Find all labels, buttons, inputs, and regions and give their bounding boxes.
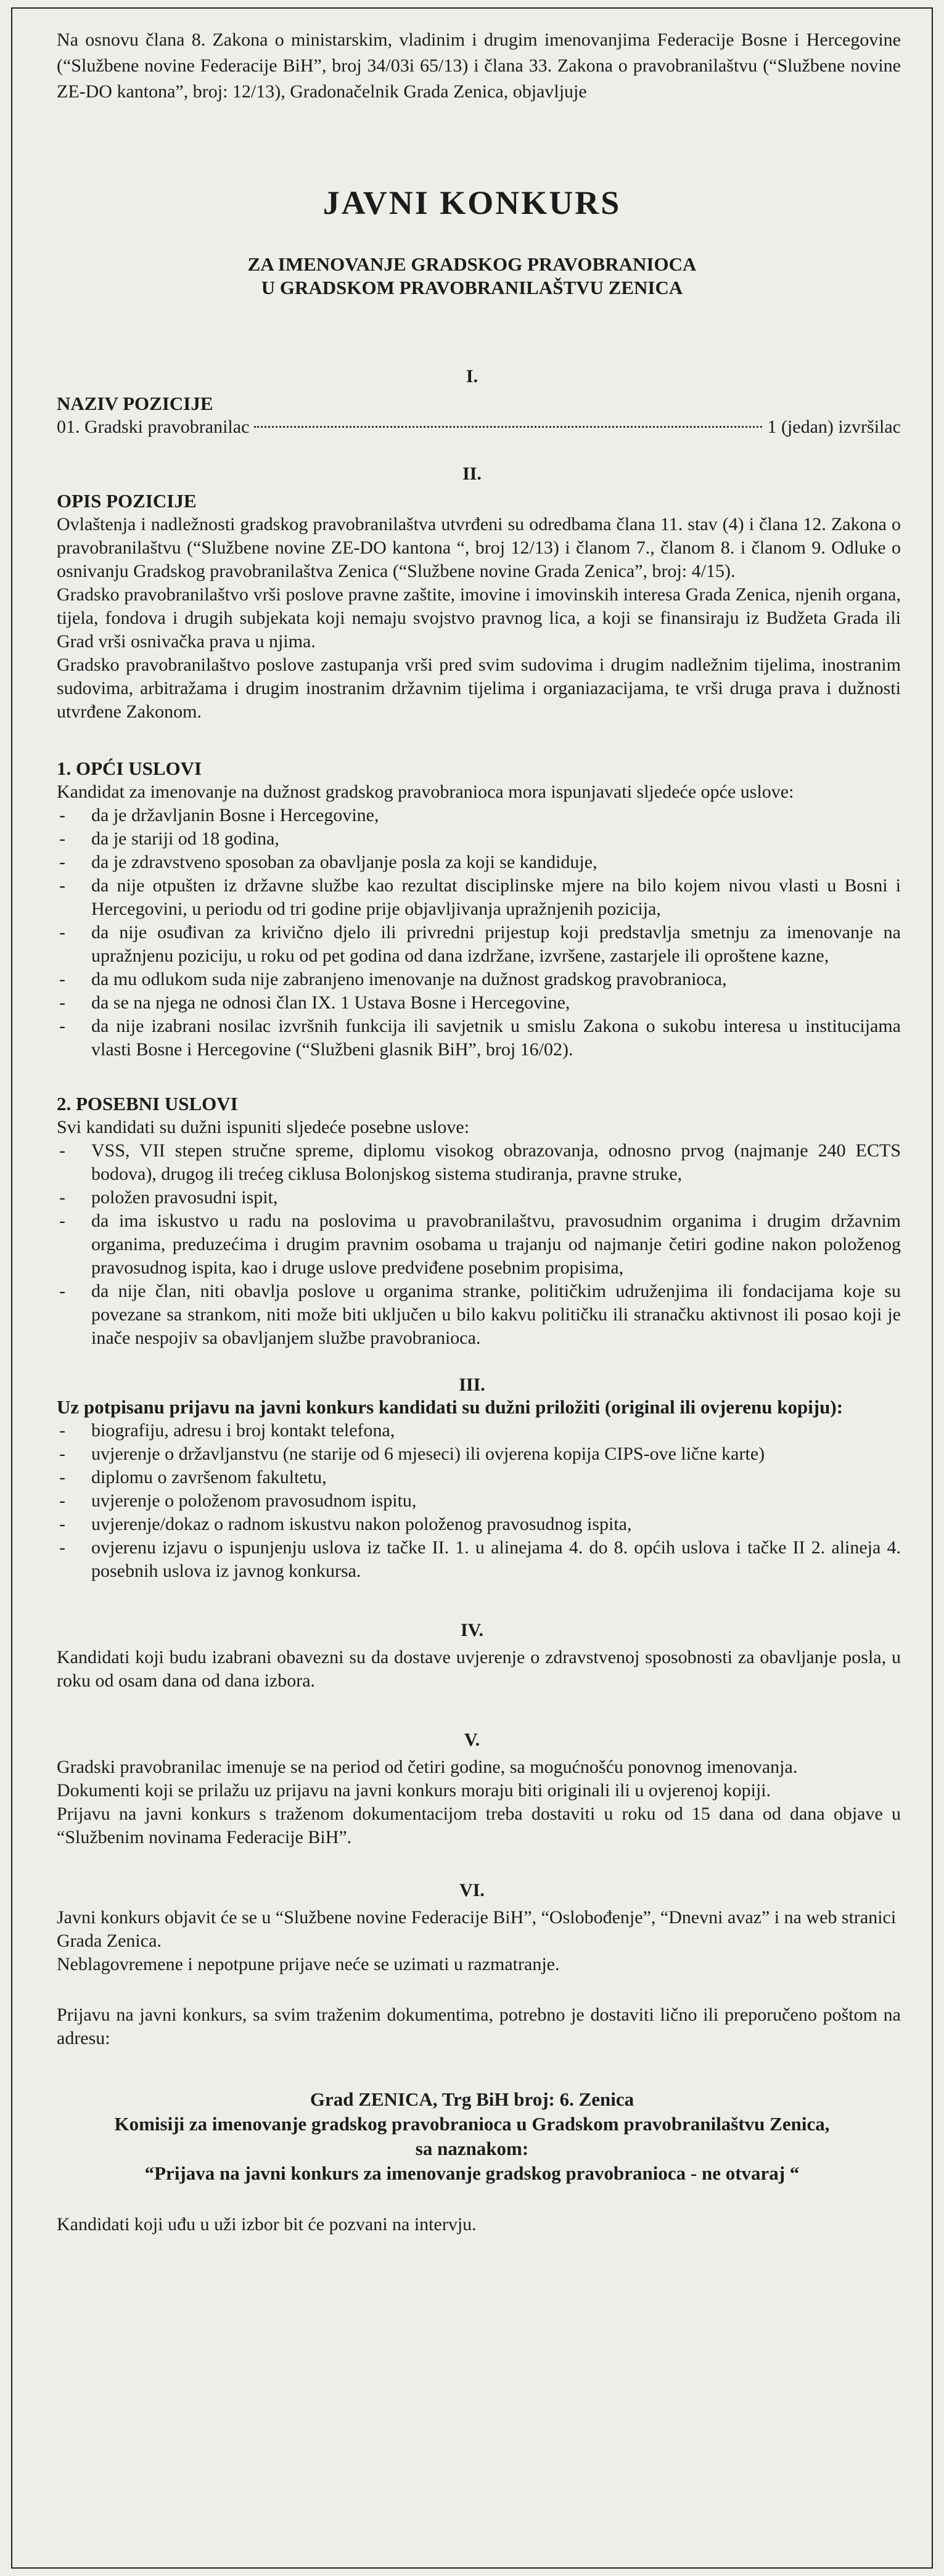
section-1-heading: NAZIV POZICIJE	[57, 393, 213, 414]
list-item: - uvjerenje/dokaz o radnom iskustvu nakon položenog pravosudnog ispita,	[57, 1513, 901, 1536]
general-conditions-intro: Kandidat za imenovanje na dužnost gradskog pravobranioca mora ispunjavati sljedeće opće uslove:	[57, 782, 794, 802]
list-item: - da nije izabrani nosilac izvršnih funkcija ili savjetnik u smislu Zakona o sukobu interesa u institucijama vlasti Bosne i Hercegovine (“Službeni glasnik BiH”, broj 16/02).	[57, 1015, 901, 1061]
address-line-3: sa naznakom:	[415, 2138, 529, 2159]
section-6-paragraph-1: Javni konkurs objavit će se u “Službene novine Federacije BiH”, “Oslobođenje”, “Dnevni avaz” i na web stranici Grada Zenica.	[57, 1907, 897, 1951]
section-6-number: VI.	[459, 1880, 485, 1900]
list-item: - da mu odlukom suda nije zabranjeno imenovanje na dužnost gradskog pravobranioca,	[57, 968, 901, 991]
section-2-paragraph-3: Gradsko pravobranilaštvo poslove zastupanja vrši pred svim sudovima i drugim nadležnim tijelima, inostranim sudovima, arbitražama i drugim inostranim državnim tijelima i organiazacijama, te vrši druga prava i dužnosti utvrđene Zakonom.	[57, 655, 901, 722]
position-label: 01. Gradski pravobranilac	[57, 417, 250, 437]
subtitle-line-1: ZA IMENOVANJE GRADSKOG PRAVOBRANIOCA	[247, 253, 697, 275]
section-4-number: IV.	[461, 1620, 483, 1640]
list-item: - da je stariji od 18 godina,	[57, 827, 901, 851]
section-5-paragraph-1: Gradski pravobranilac imenuje se na period od četiri godine, sa mogućnošću ponovnog imenovanja.	[57, 1757, 798, 1777]
special-conditions-intro: Svi kandidati su dužni ispuniti sljedeće posebne uslove:	[57, 1117, 470, 1137]
section-1-number: I.	[466, 366, 478, 386]
section-6-paragraph-2: Neblagovremene i nepotpune prijave neće se uzimati u razmatranje.	[57, 1954, 560, 1974]
document-title: JAVNI KONKURS	[322, 184, 622, 221]
list-item: - ovjerenu izjavu o ispunjenju uslova iz tačke II. 1. u alinejama 4. do 8. općih uslova i tačke II 2. alineja 4. posebnih uslova iz javnog konkursa.	[57, 1536, 901, 1583]
list-item: - da se na njega ne odnosi član IX. 1 Ustava Bosne i Hercegovine,	[57, 991, 901, 1015]
list-item: - biografiju, adresu i broj kontakt telefona,	[57, 1419, 901, 1442]
special-conditions-list	[35, 1139, 909, 1350]
list-item: - uvjerenje o položenom pravosudnom ispitu,	[57, 1489, 901, 1513]
address-line-1: Grad ZENICA, Trg BiH broj: 6. Zenica	[310, 2088, 634, 2110]
list-item: - da je državljanin Bosne i Hercegovine,	[57, 804, 901, 827]
list-item: - uvjerenje o državljanstvu (ne starije od 6 mjeseci) ili ovjerena kopija CIPS-ove lične karte)	[57, 1442, 901, 1466]
section-2-paragraph-2: Gradsko pravobranilaštvo vrši poslove pravne zaštite, imovine i imovinskih interesa Grada Zenica, njenih organa, tijela, fondova i drugih subjekata koji nemaju svojstvo pravnog lica, a koji se finansiraju iz Budžeta Grada ili Grad vrši osnivačka prava u njima.	[57, 584, 901, 652]
list-item: - diplomu o završenom fakultetu,	[57, 1466, 901, 1489]
list-item: - položen pravosudni ispit,	[57, 1186, 901, 1209]
section-2-paragraph-1: Ovlaštenja i nadležnosti gradskog pravobranilaštva utvrđeni su odredbama člana 11. stav (4) i člana 12. Zakona o pravobranilaštvu (“Službene novine ZE-DO kantona “, broj 12/13) i članom 7., članom 8. i članom 9. Odluke o osnivanju Gradskog pravobranilaštva Zenica (“Službene novine Grada Zenica”, broj: 4/15).	[57, 514, 901, 581]
section-3-number: III.	[459, 1375, 485, 1395]
general-conditions-heading: 1. OPĆI USLOVI	[57, 758, 202, 779]
section-2-heading: OPIS POZICIJE	[57, 490, 197, 512]
section-5-paragraph-2: Dokumenti koji se prilažu uz prijavu na javni konkurs moraju biti originali ili u ovjerenoj kopiji.	[57, 1780, 771, 1801]
attachments-list	[35, 1419, 909, 1583]
general-conditions-list	[35, 804, 909, 1061]
list-item: - da ima iskustvo u radu na poslovima u pravobranilaštvu, pravosudnim organima i drugim državnim organima, preduzećima i drugim pravnim osobama u trajanju od najmanje četiri godine nakon položenog pravosudnog ispita, kao i druge uslove predviđene posebnim propisima,	[57, 1209, 901, 1280]
list-item: - da nije osuđivan za krivično djelo ili privredni prijestup koji predstavlja smetnju za imenovanje na upražnjenu poziciju, u roku od pet godina od dana izdržane, izvršene, zastarjele ili oproštene kazne,	[57, 921, 901, 968]
subtitle-line-2: U GRADSKOM PRAVOBRANILAŠTVU ZENICA	[261, 277, 683, 298]
list-item: - da nije otpušten iz državne službe kao rezultat disciplinske mjere na bilo kojem nivou vlasti u Bosni i Hercegovini, u periodu od tri godine prije objavljivanja upražnjenih pozicija,	[57, 874, 901, 921]
section-3-heading: Uz potpisanu prijavu na javni konkurs kandidati su dužni priložiti (original ili ovjerenu kopiju):	[57, 1396, 843, 1418]
section-4-paragraph: Kandidati koji budu izabrani obavezni su da dostave uvjerenje o zdravstvenoj sposobnosti za obavljanje posla, u roku od osam dana od dana izbora.	[57, 1647, 901, 1691]
section-2-number: II.	[462, 464, 482, 484]
section-6-paragraph-3: Prijavu na javni konkurs, sa svim traženim dokumentima, potrebno je dostaviti lično ili preporučeno poštom na adresu:	[57, 2005, 901, 2048]
section-5-number: V.	[464, 1730, 480, 1750]
address-line-2: Komisiji za imenovanje gradskog pravobranioca u Gradskom pravobranilaštvu Zenica,	[114, 2113, 830, 2135]
list-item: - da je zdravstveno sposoban za obavljanje posla za koji se kandiduje,	[57, 851, 901, 874]
dot-leader	[254, 426, 762, 428]
list-item: - da nije član, niti obavlja poslove u organima stranke, političkim udruženjima ili fondacijama koje su povezane sa strankom, niti može biti uključen u bilo kakvu političku ili stranačku aktivnost ili posao koji je inače nespojiv sa obavljanjem službe pravobranioca.	[57, 1280, 901, 1350]
special-conditions-heading: 2. POSEBNI USLOVI	[57, 1093, 238, 1114]
position-count: 1 (jedan) izvršilac	[767, 417, 901, 437]
section-5-paragraph-3: Prijavu na javni konkurs s traženom dokumentacijom treba dostaviti u roku od 15 dana od dana objave u “Službenim novinama Federacije BiH”.	[57, 1804, 901, 1847]
intro-paragraph: Na osnovu člana 8. Zakona o ministarskim, vladinim i drugim imenovanjima Federacije Bosne i Hercegovine (“Službene novine Federacije BiH”, broj 34/03i 65/13) i člana 33. Zakona o pravobranilaštvu (“Službene novine ZE-DO kantona”, broj: 12/13), Gradonačelnik Grada Zenica, objavljuje	[57, 30, 901, 102]
list-item: - VSS, VII stepen stručne spreme, diplomu visokog obrazovanja, odnosno prvog (najmanje 240 ECTS bodova), drugog ili trećeg ciklusa Bolonjskog sistema studiranja, pravne struke,	[57, 1139, 901, 1186]
closing-note: Kandidati koji uđu u uži izbor bit će pozvani na intervju.	[57, 2214, 477, 2235]
address-line-4: “Prijava na javni konkurs za imenovanje gradskog pravobranioca - ne otvaraj “	[144, 2162, 800, 2184]
